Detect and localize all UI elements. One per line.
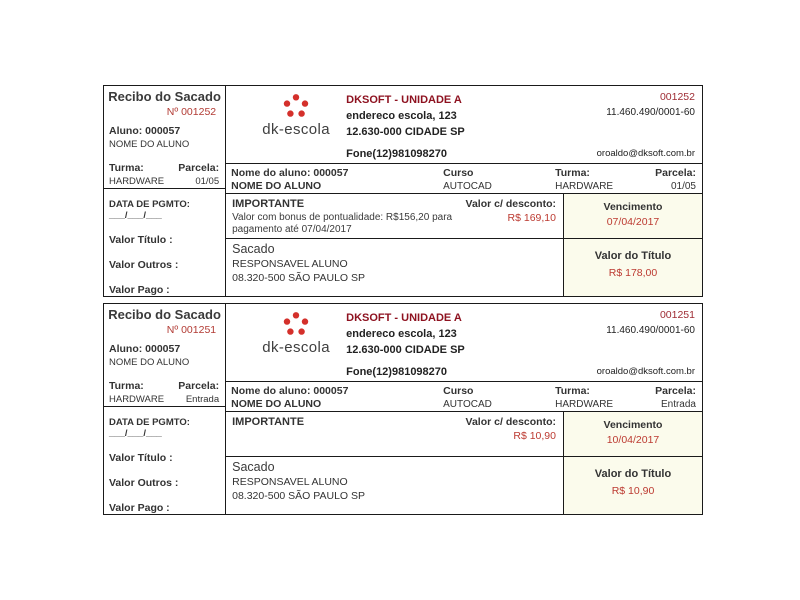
vencimento-label: Vencimento [603, 419, 663, 431]
vencimento-box [563, 411, 702, 456]
receipt-stub [104, 304, 226, 514]
stub-valor-titulo-label: Valor Título : [109, 452, 173, 464]
sacado-name: RESPONSAVEL ALUNO [232, 476, 348, 488]
sacado-title: Sacado [232, 242, 275, 256]
stub-title: Recibo do Sacado [108, 307, 221, 322]
student-row [226, 163, 702, 193]
parcela-label: Parcela: [655, 167, 696, 179]
stub-number: Nº 001251 [166, 324, 217, 336]
stub-turma-value: HARDWARE [109, 394, 165, 405]
sacado-cell [226, 238, 563, 296]
stub-valor-outros-label: Valor Outros : [109, 259, 179, 271]
logo-text: dk-escola [262, 339, 331, 356]
valor-titulo-box-value: R$ 178,00 [608, 267, 658, 279]
student-name-label: Nome do aluno: 000057 [231, 385, 349, 397]
vencimento-box [563, 193, 702, 238]
sacado-name: RESPONSAVEL ALUNO [232, 258, 348, 270]
stub-turma-label: Turma: [109, 380, 144, 392]
valor-titulo-box [563, 238, 702, 296]
dk-escola-logo [240, 311, 352, 356]
turma-label: Turma: [555, 385, 590, 397]
importante-title: IMPORTANTE [232, 416, 305, 428]
stub-title: Recibo do Sacado [108, 89, 221, 104]
doc-number: 001252 [659, 91, 695, 103]
stub-valor-titulo-label: Valor Título : [109, 234, 173, 246]
company-cnpj: 11.460.490/0001-60 [606, 325, 695, 336]
stub-valor-pago-label: Valor Pago : [109, 284, 170, 296]
company-name: DKSOFT - UNIDADE A [346, 312, 462, 324]
logo-dots-icon [278, 93, 314, 120]
desconto-label: Valor c/ desconto: [465, 198, 556, 210]
vencimento-date: 10/04/2017 [606, 434, 660, 446]
desconto-value: R$ 10,90 [513, 430, 556, 442]
turma-value: HARDWARE [555, 399, 614, 410]
sacado-title: Sacado [232, 460, 275, 474]
stub-student-name: NOME DO ALUNO [109, 139, 190, 150]
student-name-value: NOME DO ALUNO [231, 398, 322, 410]
curso-value: AUTOCAD [443, 399, 492, 410]
stub-parcela-value: Entrada [185, 394, 220, 405]
logo-text: dk-escola [262, 121, 331, 138]
stub-turma-label: Turma: [109, 162, 144, 174]
stub-lower [104, 189, 225, 296]
company-email: oroaldo@dksoft.com.br [596, 148, 695, 159]
receipt-header [226, 86, 702, 163]
company-city-zip: 12.630-000 CIDADE SP [346, 126, 465, 138]
sacado-address: 08.320-500 SÃO PAULO SP [232, 272, 366, 284]
student-name-label: Nome do aluno: 000057 [231, 167, 349, 179]
company-name: DKSOFT - UNIDADE A [346, 94, 462, 106]
importante-note: Valor com bonus de pontualidade: R$156,20 para pagamento até 07/04/2017 [232, 212, 453, 235]
vencimento-date: 07/04/2017 [606, 216, 660, 228]
vencimento-label: Vencimento [603, 201, 663, 213]
stub-upper [104, 304, 225, 407]
parcela-value: 01/05 [670, 181, 696, 192]
stub-upper [104, 86, 225, 189]
company-phone: Fone(12)981098270 [346, 366, 448, 378]
stub-student-id: Aluno: 000057 [109, 125, 181, 137]
dk-escola-logo [240, 93, 352, 138]
sacado-cell [226, 456, 563, 514]
student-name-value: NOME DO ALUNO [231, 180, 322, 192]
valor-titulo-box [563, 456, 702, 514]
receipt [103, 303, 703, 515]
stub-pgmto-label: DATA DE PGMTO: ___/___/___ [109, 417, 190, 439]
valor-titulo-box-label: Valor do Título [594, 468, 672, 480]
importante-cell [226, 193, 563, 238]
student-row [226, 381, 702, 411]
company-city-zip: 12.630-000 CIDADE SP [346, 344, 465, 356]
sacado-address: 08.320-500 SÃO PAULO SP [232, 490, 366, 502]
curso-label: Curso [443, 385, 474, 397]
stub-student-name: NOME DO ALUNO [109, 357, 190, 368]
stub-turma-value: HARDWARE [109, 176, 165, 187]
receipt [103, 85, 703, 297]
valor-titulo-box-label: Valor do Título [594, 250, 672, 262]
stub-number: Nº 001252 [166, 106, 217, 118]
stub-parcela-label: Parcela: [178, 162, 220, 174]
stub-parcela-label: Parcela: [178, 380, 220, 392]
desconto-value: R$ 169,10 [507, 212, 556, 224]
curso-value: AUTOCAD [443, 181, 492, 192]
logo-dots-icon [278, 311, 314, 338]
company-address: endereco escola, 123 [346, 328, 457, 340]
stub-valor-outros-label: Valor Outros : [109, 477, 179, 489]
turma-label: Turma: [555, 167, 590, 179]
stub-parcela-value: 01/05 [195, 176, 220, 187]
company-cnpj: 11.460.490/0001-60 [606, 107, 695, 118]
parcela-label: Parcela: [655, 385, 696, 397]
receipt-stub [104, 86, 226, 296]
company-email: oroaldo@dksoft.com.br [596, 366, 695, 377]
stub-pgmto-label: DATA DE PGMTO: ___/___/___ [109, 199, 190, 221]
doc-number: 001251 [659, 309, 695, 321]
receipt-header [226, 304, 702, 381]
turma-value: HARDWARE [555, 181, 614, 192]
company-phone: Fone(12)981098270 [346, 148, 448, 160]
stub-lower [104, 407, 225, 514]
desconto-label: Valor c/ desconto: [465, 416, 556, 428]
importante-cell [226, 411, 563, 456]
valor-titulo-box-value: R$ 10,90 [611, 485, 655, 497]
company-address: endereco escola, 123 [346, 110, 457, 122]
curso-label: Curso [443, 167, 474, 179]
stub-student-id: Aluno: 000057 [109, 343, 181, 355]
parcela-value: Entrada [660, 399, 696, 410]
importante-title: IMPORTANTE [232, 198, 305, 210]
stub-valor-pago-label: Valor Pago : [109, 502, 170, 514]
